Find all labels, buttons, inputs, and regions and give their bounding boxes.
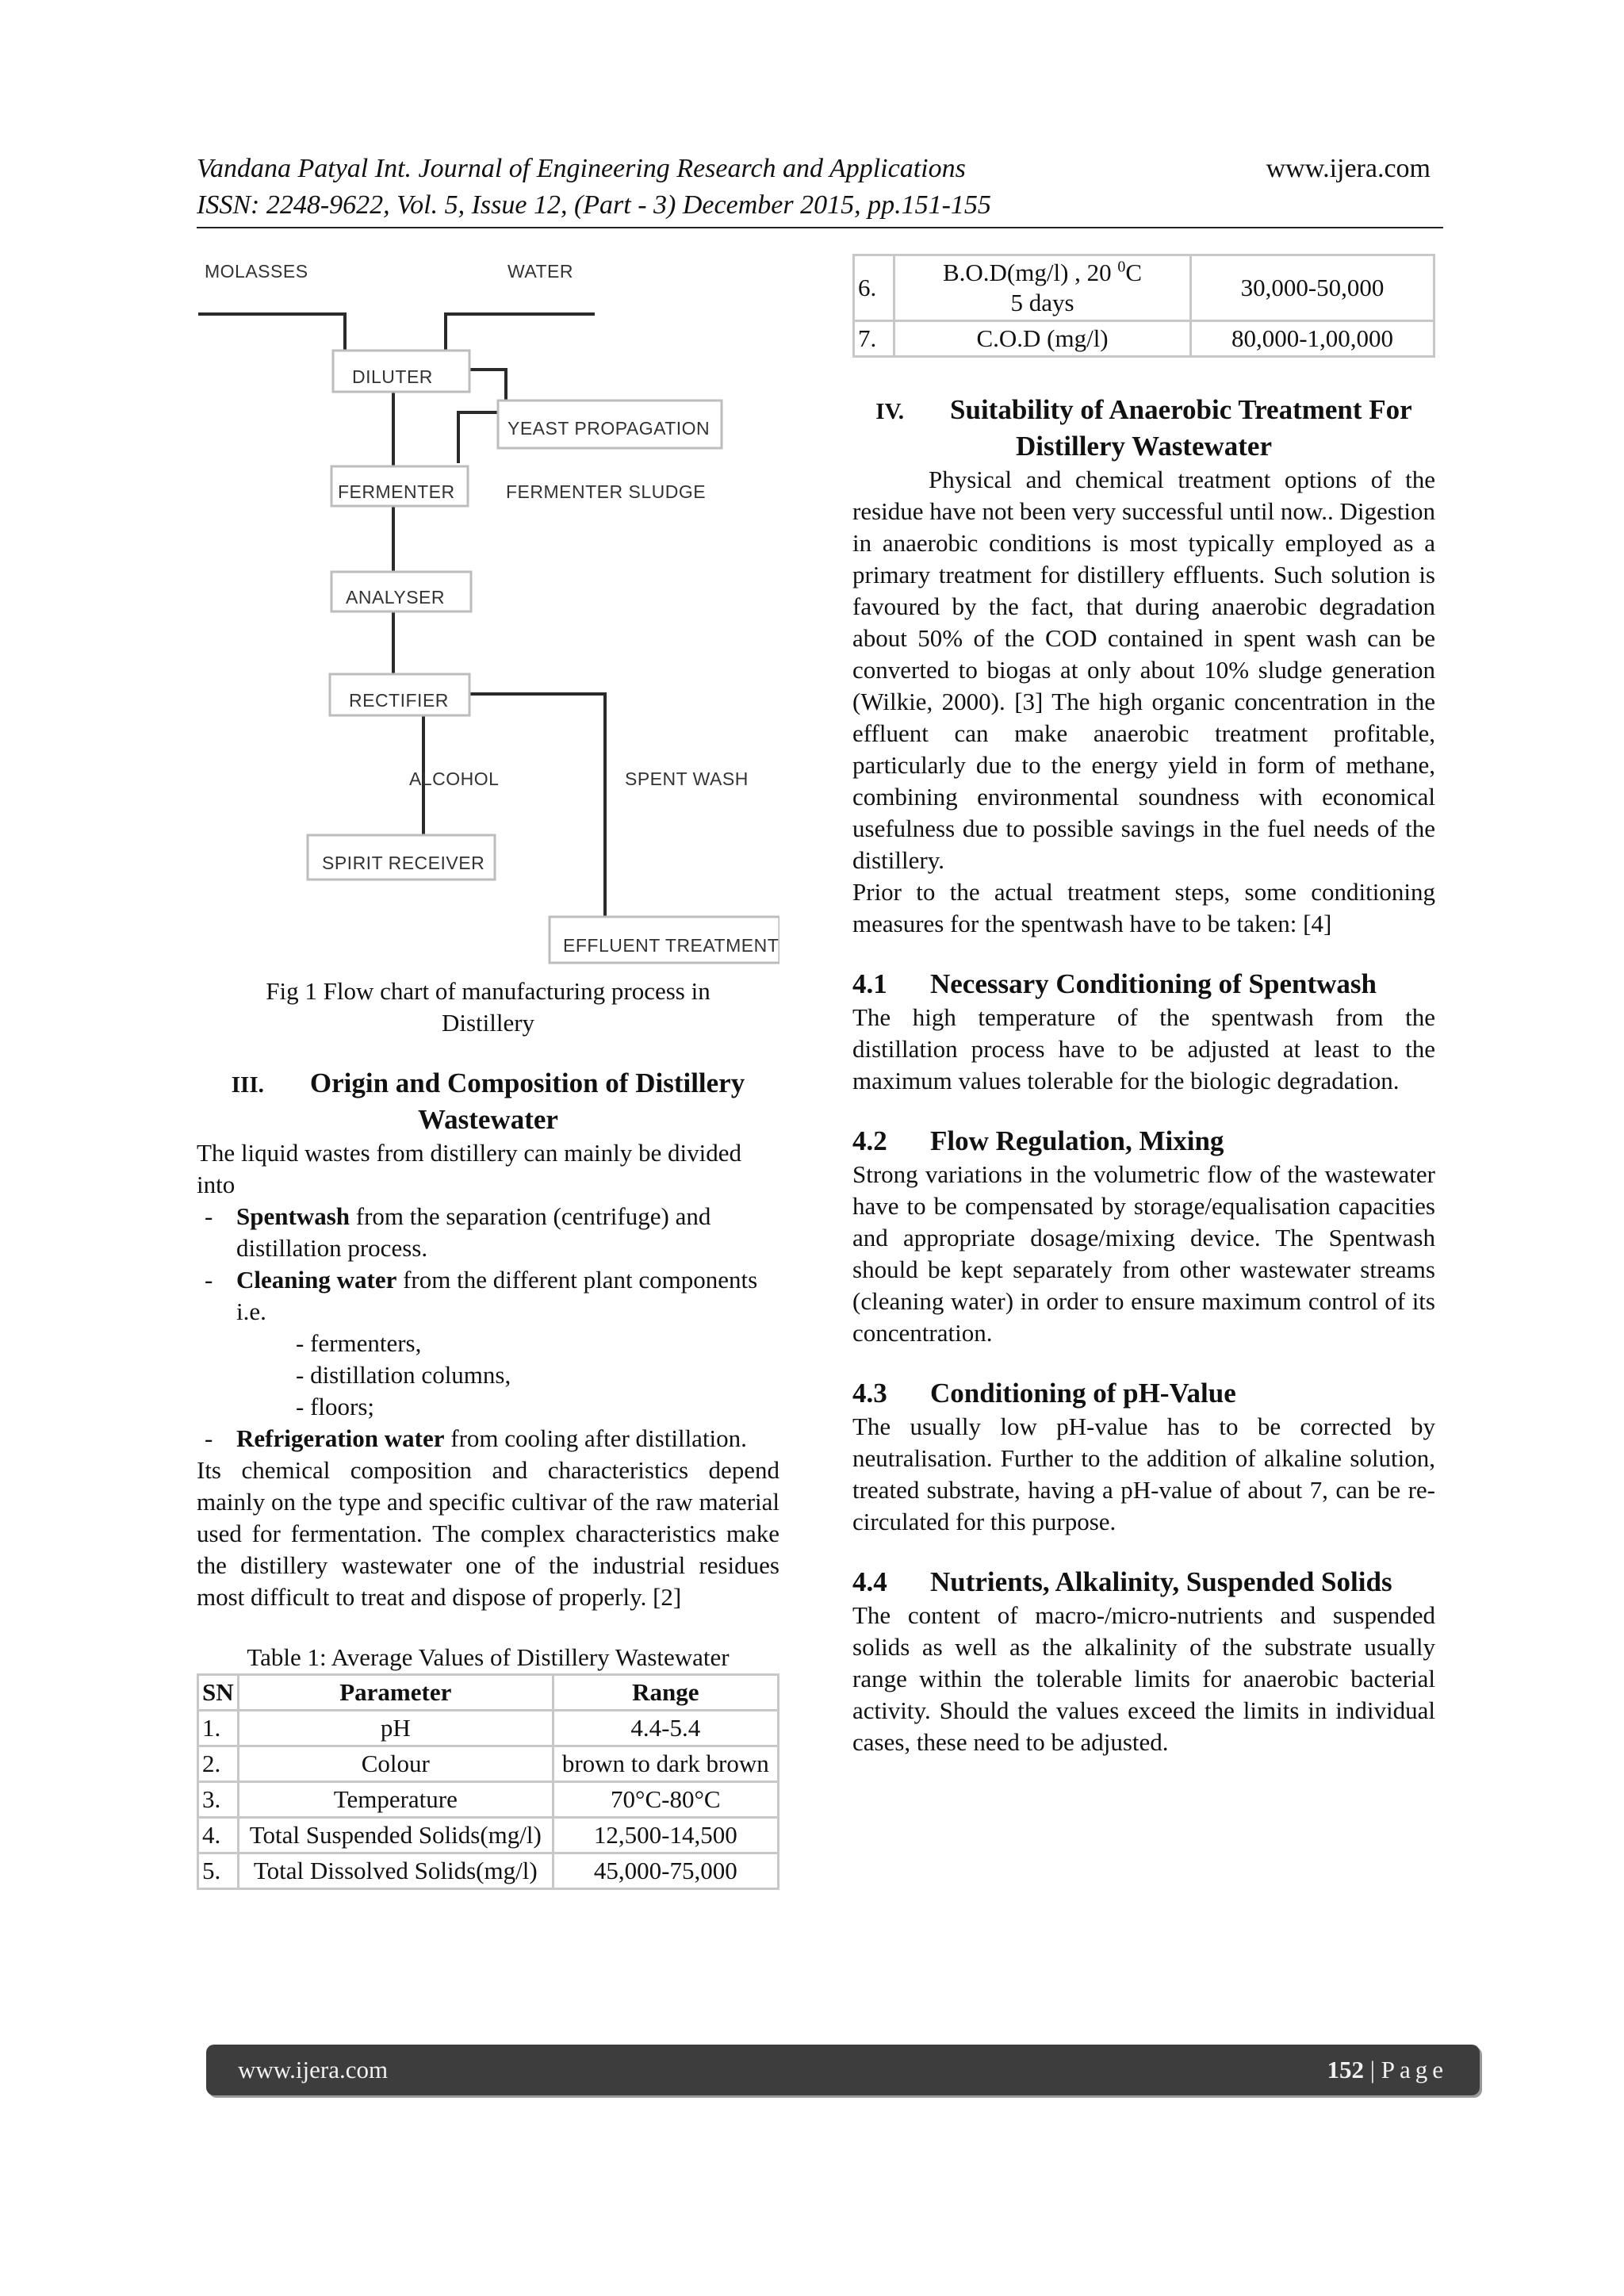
- section-4-title: Suitability of Anaerobic Treatment For Distillery Wastewater: [950, 394, 1412, 462]
- subsection-number: 4.2: [852, 1125, 887, 1156]
- journal-citation: Vandana Patyal Int. Journal of Engineering Research and Applications: [197, 154, 966, 183]
- header-rule: [197, 227, 1443, 228]
- table-cell-parameter: B.O.D(mg/l) , 20 $^0$C 5 days: [894, 255, 1191, 321]
- section-4-number: IV.: [875, 399, 905, 424]
- table-cell-range: 70°C-80°C: [553, 1782, 778, 1818]
- bullet-text: from cooling after distillation.: [444, 1424, 747, 1452]
- alcohol-label: ALCOHOL: [409, 769, 500, 789]
- table-cell-sn: 2.: [198, 1746, 239, 1782]
- bullet-dash: -: [205, 1266, 213, 1294]
- bullet-text: from the different plant components i.e.: [236, 1266, 758, 1325]
- table-cell-sn: 4.: [198, 1818, 239, 1853]
- bullet-text: from the separation (centrifuge) and distillation process.: [236, 1202, 711, 1262]
- table-cell-range: 12,500-14,500: [553, 1818, 778, 1853]
- table-cell-sn: 3.: [198, 1782, 239, 1818]
- sub-bullet-item: - floors;: [296, 1393, 375, 1420]
- table-cell-range: 4.4-5.4: [553, 1711, 778, 1746]
- bullet-cleaning-water: [197, 1264, 779, 1328]
- table-cell-parameter: Total Suspended Solids(mg/l): [239, 1818, 553, 1853]
- subsection-4-2-heading: [852, 1124, 1435, 1159]
- bullet-term: Refrigeration water: [236, 1424, 445, 1452]
- table-row: [854, 255, 1434, 321]
- spirit-receiver-label: SPIRIT RECEIVER: [322, 853, 485, 873]
- page-number: 152 | Page: [1327, 2056, 1448, 2083]
- subsection-4-3-text: The usually low pH-value has to be corrected by neutralisation. Further to the addition of alkaline solution, treated substrate, having a pH-value of about 7, can be re-circulated for this purpose.: [852, 1412, 1435, 1535]
- bullet-dash: -: [205, 1424, 213, 1452]
- section-3-title: Origin and Composition of Distillery Wastewater: [309, 1068, 745, 1135]
- table-cell-range: brown to dark brown: [553, 1746, 778, 1782]
- subsection-4-4-heading: [852, 1565, 1435, 1600]
- table-cell-parameter: pH: [239, 1711, 553, 1746]
- page-footer: [206, 2045, 1480, 2095]
- flow-chart-lines: [197, 254, 779, 968]
- section-4-paragraph-2: Prior to the actual treatment steps, some conditioning measures for the spentwash have to be taken: [4]: [852, 878, 1435, 937]
- sub-bullet-item: - distillation columns,: [296, 1361, 511, 1389]
- table-cell-sn: 7.: [854, 321, 894, 357]
- molasses-label: MOLASSES: [205, 261, 308, 282]
- subsection-4-3-heading: [852, 1376, 1435, 1411]
- table-header-parameter: Parameter: [239, 1675, 553, 1711]
- table-cell-sn: 5.: [198, 1853, 239, 1889]
- left-column: [197, 254, 779, 1890]
- sub-bullet-item: - fermenters,: [296, 1329, 422, 1357]
- table-row: [198, 1782, 779, 1818]
- bullet-refrigeration-water: [197, 1423, 779, 1455]
- subsection-number: 4.3: [852, 1378, 887, 1409]
- diluter-label: DILUTER: [352, 366, 433, 387]
- table-caption: Table 1: Average Values of Distillery Wastewater: [247, 1643, 730, 1671]
- section-3-paragraph: Its chemical composition and characteristics depend mainly on the type and specific cultivar of the raw material used for fermentation. The complex characteristics make the distillery wastewater one of the industrial residues most difficult to treat and dispose of properly. [2]: [197, 1456, 779, 1611]
- subsection-4-2-text: Strong variations in the volumetric flow of the wastewater have to be compensated by storage/equalisation capacities and appropriate dosage/mixing device. The Spentwash should be kept separately from other wastewater streams (cleaning water) in order to ensure maximum control of its concentration.: [852, 1160, 1435, 1347]
- effluent-treatment-label: EFFLUENT TREATMENT: [563, 935, 779, 956]
- subsection-number: 4.4: [852, 1566, 887, 1597]
- figure-caption: Fig 1 Flow chart of manufacturing process in Distillery: [266, 977, 710, 1037]
- water-label: WATER: [508, 261, 573, 282]
- section-3-intro: The liquid wastes from distillery can mainly be divided into: [197, 1139, 742, 1198]
- spent-wash-label: SPENT WASH: [625, 769, 749, 789]
- fermenter-label: FERMENTER: [338, 481, 455, 502]
- flow-chart-figure: [197, 254, 779, 968]
- footer-url[interactable]: www.ijera.com: [238, 2056, 389, 2083]
- bullet-spentwash: [197, 1201, 779, 1264]
- table-cell-parameter: C.O.D (mg/l): [894, 321, 1191, 357]
- table-cell-sn: 6.: [854, 255, 894, 321]
- table-header-range: Range: [553, 1675, 778, 1711]
- subsection-title: Necessary Conditioning of Spentwash: [930, 968, 1377, 999]
- table-cell-range: 45,000-75,000: [553, 1853, 778, 1889]
- table-header-row: [198, 1675, 779, 1711]
- subsection-4-1-text: The high temperature of the spentwash from the distillation process have to be adjusted at least to the maximum values tolerable for the biologic degradation.: [852, 1003, 1435, 1094]
- table-cell-sn: 1.: [198, 1711, 239, 1746]
- subsection-title: Conditioning of pH-Value: [930, 1378, 1236, 1409]
- section-3-number: III.: [231, 1072, 264, 1098]
- fermenter-sludge-label: FERMENTER SLUDGE: [506, 481, 707, 502]
- wastewater-table: [197, 1673, 779, 1890]
- section-3-heading: [197, 1066, 779, 1137]
- rectifier-label: RECTIFIER: [349, 690, 449, 711]
- header-url[interactable]: www.ijera.com: [1266, 154, 1431, 183]
- subsection-4-4-text: The content of macro-/micro-nutrients and suspended solids as well as the alkalinity of the substrate usually range within the tolerable limits for anaerobic bacterial activity. Should the values exceed the limits in individual cases, these need to be adjusted.: [852, 1601, 1435, 1756]
- table-row: [198, 1818, 779, 1853]
- table-cell-range: 30,000-50,000: [1191, 255, 1434, 321]
- table-cell-parameter: Temperature: [239, 1782, 553, 1818]
- yeast-propagation-label: YEAST PROPAGATION: [508, 418, 710, 439]
- table-row: [198, 1853, 779, 1889]
- bullet-dash: -: [205, 1202, 213, 1230]
- right-column: [852, 254, 1435, 1758]
- section-4-heading: [852, 393, 1435, 464]
- table-row: [198, 1746, 779, 1782]
- wastewater-table-continued: [852, 254, 1435, 358]
- bullet-term: Spentwash: [236, 1202, 350, 1230]
- table-row: [854, 321, 1434, 357]
- subsection-title: Nutrients, Alkalinity, Suspended Solids: [930, 1566, 1392, 1597]
- subsection-title: Flow Regulation, Mixing: [930, 1125, 1224, 1156]
- subsection-4-1-heading: [852, 967, 1435, 1002]
- table-header-sn: SN: [198, 1675, 239, 1711]
- table-row: [198, 1711, 779, 1746]
- analyser-label: ANALYSER: [346, 587, 446, 608]
- subsection-number: 4.1: [852, 968, 887, 999]
- table-cell-range: 80,000-1,00,000: [1191, 321, 1434, 357]
- section-4-paragraph-1: Physical and chemical treatment options of the residue have not been very successful until now.. Digestion in anaerobic conditions is most typically employed as a primary treatment for distillery effluents. Such solution is favoured by the fact, that during anaerobic degradation about 50% of the COD contained in spent wash can be converted to biogas at only about 10% sludge generation (Wilkie, 2000). [3] The high organic concentration in the effluent can make anaerobic treatment profitable, particularly due to the energy yield in form of methane, combining environmental soundness with economical usefulness due to possible savings in the fuel needs of the distillery.: [852, 466, 1435, 874]
- table-cell-parameter: Total Dissolved Solids(mg/l): [239, 1853, 553, 1889]
- issn-line: ISSN: 2248-9622, Vol. 5, Issue 12, (Part - 3) December 2015, pp.151-155: [197, 190, 991, 220]
- running-header: [197, 151, 1431, 224]
- table-cell-parameter: Colour: [239, 1746, 553, 1782]
- bullet-term: Cleaning water: [236, 1266, 397, 1294]
